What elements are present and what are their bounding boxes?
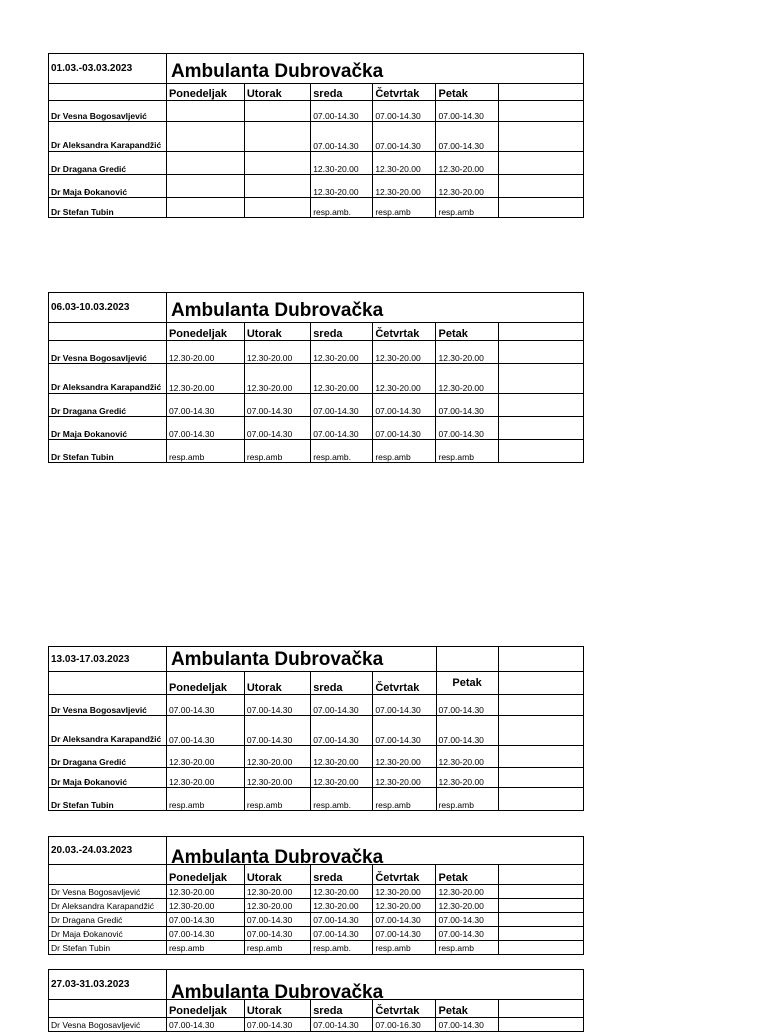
- shift-cell: resp.amb: [436, 440, 498, 463]
- empty-cell: [498, 913, 583, 927]
- day-header: Četvrtak: [373, 672, 436, 695]
- day-header: Petak: [436, 1000, 498, 1018]
- shift-cell: resp.amb: [244, 788, 310, 811]
- clinic-title: Ambulanta Dubrovačka: [166, 293, 583, 323]
- shift-cell: 07.00-14.30: [436, 927, 498, 941]
- doctor-name: Dr Dragana Gredić: [49, 394, 167, 417]
- day-header: Četvrtak: [373, 1000, 436, 1018]
- shift-cell: 07.00-14.30: [311, 417, 373, 440]
- empty-cell: [498, 695, 583, 716]
- shift-cell: 12.30-20.00: [436, 152, 498, 175]
- empty-header-cell: [49, 1000, 167, 1018]
- doctor-name: Dr Vesna Bogosavljević: [49, 341, 167, 364]
- empty-cell: [498, 440, 583, 463]
- shift-cell: 07.00-14.30: [244, 716, 310, 746]
- shift-cell: [244, 101, 310, 122]
- week-date: 01.03.-03.03.2023: [49, 54, 167, 84]
- empty-header-cell: [49, 672, 167, 695]
- shift-cell: 12.30-20.00: [373, 768, 436, 788]
- shift-cell: resp.amb.: [311, 941, 373, 955]
- empty-cell: [498, 122, 583, 152]
- shift-cell: 07.00-14.30: [436, 417, 498, 440]
- shift-cell: resp.amb: [166, 941, 244, 955]
- schedule-table-week-5: [48, 969, 584, 1032]
- doctor-name: Dr Maja Đokanović: [49, 927, 167, 941]
- doctor-name: Dr Maja Đokanović: [49, 175, 167, 198]
- empty-cell: [498, 746, 583, 768]
- empty-cell: [498, 1000, 583, 1018]
- shift-cell: 07.00-14.30: [373, 101, 436, 122]
- shift-cell: 12.30-20.00: [436, 885, 498, 899]
- shift-cell: [244, 198, 310, 218]
- day-header: sreda: [311, 1000, 373, 1018]
- shift-cell: 12.30-20.00: [436, 364, 498, 394]
- shift-cell: 12.30-20.00: [244, 341, 310, 364]
- shift-cell: 12.30-20.00: [166, 885, 244, 899]
- shift-cell: 07.00-14.30: [166, 1018, 244, 1032]
- shift-cell: [244, 122, 310, 152]
- empty-cell: [498, 768, 583, 788]
- day-header: Ponedeljak: [166, 323, 244, 341]
- shift-cell: 07.00-14.30: [244, 1018, 310, 1032]
- empty-cell: [498, 341, 583, 364]
- schedule-table-week-1: [48, 53, 584, 218]
- schedule-table-week-2: [48, 292, 584, 463]
- shift-cell: 12.30-20.00: [373, 341, 436, 364]
- shift-cell: resp.amb: [436, 788, 498, 811]
- doctor-name: Dr Vesna Bogosavljević: [49, 885, 167, 899]
- shift-cell: [166, 101, 244, 122]
- shift-cell: 12.30-20.00: [166, 746, 244, 768]
- shift-cell: 12.30-20.00: [311, 341, 373, 364]
- day-header: Petak: [436, 84, 498, 101]
- empty-header-cell: [49, 84, 167, 101]
- shift-cell: 12.30-20.00: [244, 885, 310, 899]
- shift-cell: [166, 122, 244, 152]
- empty-cell: [498, 198, 583, 218]
- shift-cell: 12.30-20.00: [373, 152, 436, 175]
- shift-cell: resp.amb.: [311, 440, 373, 463]
- shift-cell: [166, 152, 244, 175]
- shift-cell: 12.30-20.00: [311, 768, 373, 788]
- shift-cell: 12.30-20.00: [436, 768, 498, 788]
- day-header: sreda: [311, 672, 373, 695]
- day-header: Ponedeljak: [166, 672, 244, 695]
- shift-cell: 07.00-14.30: [244, 913, 310, 927]
- day-header: Petak: [436, 323, 498, 341]
- shift-cell: 07.00-14.30: [373, 716, 436, 746]
- empty-cell: [498, 175, 583, 198]
- shift-cell: 12.30-20.00: [166, 341, 244, 364]
- shift-cell: 12.30-20.00: [436, 175, 498, 198]
- shift-cell: resp.amb: [436, 198, 498, 218]
- shift-cell: 12.30-20.00: [436, 341, 498, 364]
- doctor-name: Dr Maja Đokanović: [49, 768, 167, 788]
- empty-cell: [498, 927, 583, 941]
- week-date: 06.03-10.03.2023: [49, 293, 167, 323]
- clinic-title: Ambulanta Dubrovačka: [166, 970, 583, 1000]
- empty-cell: [498, 716, 583, 746]
- schedule-table-week-4: [48, 836, 584, 955]
- shift-cell: 07.00-14.30: [373, 913, 436, 927]
- shift-cell: 12.30-20.00: [311, 364, 373, 394]
- shift-cell: 12.30-20.00: [436, 746, 498, 768]
- shift-cell: 07.00-14.30: [166, 417, 244, 440]
- day-header: Ponedeljak: [166, 865, 244, 885]
- doctor-name: Dr Vesna Bogosavljević: [49, 101, 167, 122]
- shift-cell: 07.00-14.30: [436, 394, 498, 417]
- empty-cell: [498, 101, 583, 122]
- shift-cell: 07.00-14.30: [244, 927, 310, 941]
- empty-cell: [498, 647, 583, 672]
- doctor-name: Dr Stefan Tubin: [49, 788, 167, 811]
- day-header: sreda: [311, 323, 373, 341]
- shift-cell: 12.30-20.00: [436, 899, 498, 913]
- shift-cell: resp.amb: [166, 788, 244, 811]
- empty-cell: [498, 323, 583, 341]
- shift-cell: 12.30-20.00: [373, 885, 436, 899]
- shift-cell: 07.00-14.30: [166, 927, 244, 941]
- shift-cell: 07.00-14.30: [373, 417, 436, 440]
- shift-cell: 07.00-14.30: [436, 1018, 498, 1032]
- shift-cell: 12.30-20.00: [311, 152, 373, 175]
- shift-cell: 07.00-14.30: [311, 913, 373, 927]
- clinic-title: Ambulanta Dubrovačka: [166, 647, 436, 672]
- shift-cell: 07.00-14.30: [166, 695, 244, 716]
- shift-cell: 07.00-14.30: [373, 122, 436, 152]
- shift-cell: 07.00-14.30: [311, 927, 373, 941]
- empty-cell: [498, 1018, 583, 1032]
- shift-cell: 07.00-14.30: [244, 417, 310, 440]
- empty-cell: [498, 394, 583, 417]
- week-date: 20.03.-24.03.2023: [49, 837, 167, 865]
- shift-cell: 12.30-20.00: [311, 885, 373, 899]
- shift-cell: 07.00-14.30: [311, 101, 373, 122]
- shift-cell: 12.30-20.00: [311, 746, 373, 768]
- shift-cell: 12.30-20.00: [166, 899, 244, 913]
- empty-cell: [498, 417, 583, 440]
- shift-cell: 12.30-20.00: [244, 746, 310, 768]
- doctor-name: Dr Stefan Tubin: [49, 198, 167, 218]
- doctor-name: Dr Aleksandra Karapandžić: [49, 364, 167, 394]
- shift-cell: resp.amb: [244, 941, 310, 955]
- day-header: Ponedeljak: [166, 1000, 244, 1018]
- empty-cell: [498, 788, 583, 811]
- shift-cell: 12.30-20.00: [166, 768, 244, 788]
- shift-cell: 07.00-14.30: [436, 695, 498, 716]
- shift-cell: 12.30-20.00: [244, 364, 310, 394]
- doctor-name: Dr Maja Đokanović: [49, 417, 167, 440]
- empty-cell: [498, 885, 583, 899]
- doctor-name: Dr Stefan Tubin: [49, 941, 167, 955]
- day-header: Utorak: [244, 323, 310, 341]
- schedule-table-week-3: [48, 646, 584, 811]
- shift-cell: [244, 175, 310, 198]
- shift-cell: [166, 198, 244, 218]
- shift-cell: 12.30-20.00: [373, 899, 436, 913]
- shift-cell: 07.00-14.30: [436, 913, 498, 927]
- day-header: Ponedeljak: [166, 84, 244, 101]
- doctor-name: Dr Aleksandra Karapandžić: [49, 899, 167, 913]
- shift-cell: 07.00-14.30: [311, 394, 373, 417]
- doctor-name: Dr Dragana Gredić: [49, 746, 167, 768]
- doctor-name: Dr Vesna Bogosavljević: [49, 1018, 167, 1032]
- day-header: Utorak: [244, 865, 310, 885]
- clinic-title: Ambulanta Dubrovačka: [166, 837, 583, 865]
- doctor-name: Dr Vesna Bogosavljević: [49, 695, 167, 716]
- empty-cell: [498, 152, 583, 175]
- shift-cell: 12.30-20.00: [244, 899, 310, 913]
- shift-cell: 07.00-14.30: [436, 122, 498, 152]
- shift-cell: resp.amb: [166, 440, 244, 463]
- day-header: Utorak: [244, 1000, 310, 1018]
- week-date: 13.03-17.03.2023: [49, 647, 167, 672]
- shift-cell: 07.00-14.30: [311, 122, 373, 152]
- empty-cell: [498, 84, 583, 101]
- shift-cell: 07.00-14.30: [373, 394, 436, 417]
- day-header: Četvrtak: [373, 865, 436, 885]
- shift-cell: 07.00-14.30: [311, 1018, 373, 1032]
- shift-cell: 07.00-14.30: [244, 695, 310, 716]
- day-header: Utorak: [244, 84, 310, 101]
- shift-cell: resp.amb.: [311, 788, 373, 811]
- shift-cell: 12.30-20.00: [373, 364, 436, 394]
- shift-cell: 07.00-14.30: [166, 394, 244, 417]
- shift-cell: 07.00-14.30: [373, 695, 436, 716]
- shift-cell: 12.30-20.00: [311, 175, 373, 198]
- day-header: sreda: [311, 865, 373, 885]
- empty-cell: [498, 672, 583, 695]
- shift-cell: resp.amb: [244, 440, 310, 463]
- shift-cell: 07.00-14.30: [166, 913, 244, 927]
- doctor-name: Dr Stefan Tubin: [49, 440, 167, 463]
- shift-cell: resp.amb: [373, 198, 436, 218]
- day-header: Četvrtak: [373, 84, 436, 101]
- shift-cell: 07.00-14.30: [436, 101, 498, 122]
- shift-cell: [244, 152, 310, 175]
- doctor-name: Dr Dragana Gredić: [49, 152, 167, 175]
- empty-cell: [498, 899, 583, 913]
- day-header: Utorak: [244, 672, 310, 695]
- shift-cell: resp.amb.: [311, 198, 373, 218]
- shift-cell: 12.30-20.00: [244, 768, 310, 788]
- shift-cell: 12.30-20.00: [166, 364, 244, 394]
- doctor-name: Dr Dragana Gredić: [49, 913, 167, 927]
- shift-cell: 07.00-14.30: [244, 394, 310, 417]
- empty-cell: [498, 364, 583, 394]
- shift-cell: 12.30-20.00: [373, 175, 436, 198]
- empty-header-cell: [49, 323, 167, 341]
- week-date: 27.03-31.03.2023: [49, 970, 167, 1000]
- clinic-title: Ambulanta Dubrovačka: [166, 54, 583, 84]
- empty-header-cell: [49, 865, 167, 885]
- empty-cell: [436, 647, 498, 672]
- shift-cell: 07.00-14.30: [166, 716, 244, 746]
- shift-cell: 07.00-14.30: [311, 716, 373, 746]
- shift-cell: 07.00-14.30: [373, 927, 436, 941]
- shift-cell: resp.amb: [436, 941, 498, 955]
- shift-cell: 07.00-14.30: [311, 695, 373, 716]
- empty-cell: [498, 941, 583, 955]
- shift-cell: 07.00-16.30: [373, 1018, 436, 1032]
- shift-cell: resp.amb: [373, 440, 436, 463]
- shift-cell: 12.30-20.00: [373, 746, 436, 768]
- day-header: Četvrtak: [373, 323, 436, 341]
- shift-cell: resp.amb: [373, 788, 436, 811]
- shift-cell: 12.30-20.00: [311, 899, 373, 913]
- day-header: Petak: [436, 865, 498, 885]
- shift-cell: [166, 175, 244, 198]
- empty-cell: [498, 865, 583, 885]
- day-header: Petak: [436, 672, 498, 695]
- day-header: sreda: [311, 84, 373, 101]
- doctor-name: Dr Aleksandra Karapandžić: [49, 122, 167, 152]
- doctor-name: Dr Aleksandra Karapandžić: [49, 716, 167, 746]
- shift-cell: resp.amb: [373, 941, 436, 955]
- shift-cell: 07.00-14.30: [436, 716, 498, 746]
